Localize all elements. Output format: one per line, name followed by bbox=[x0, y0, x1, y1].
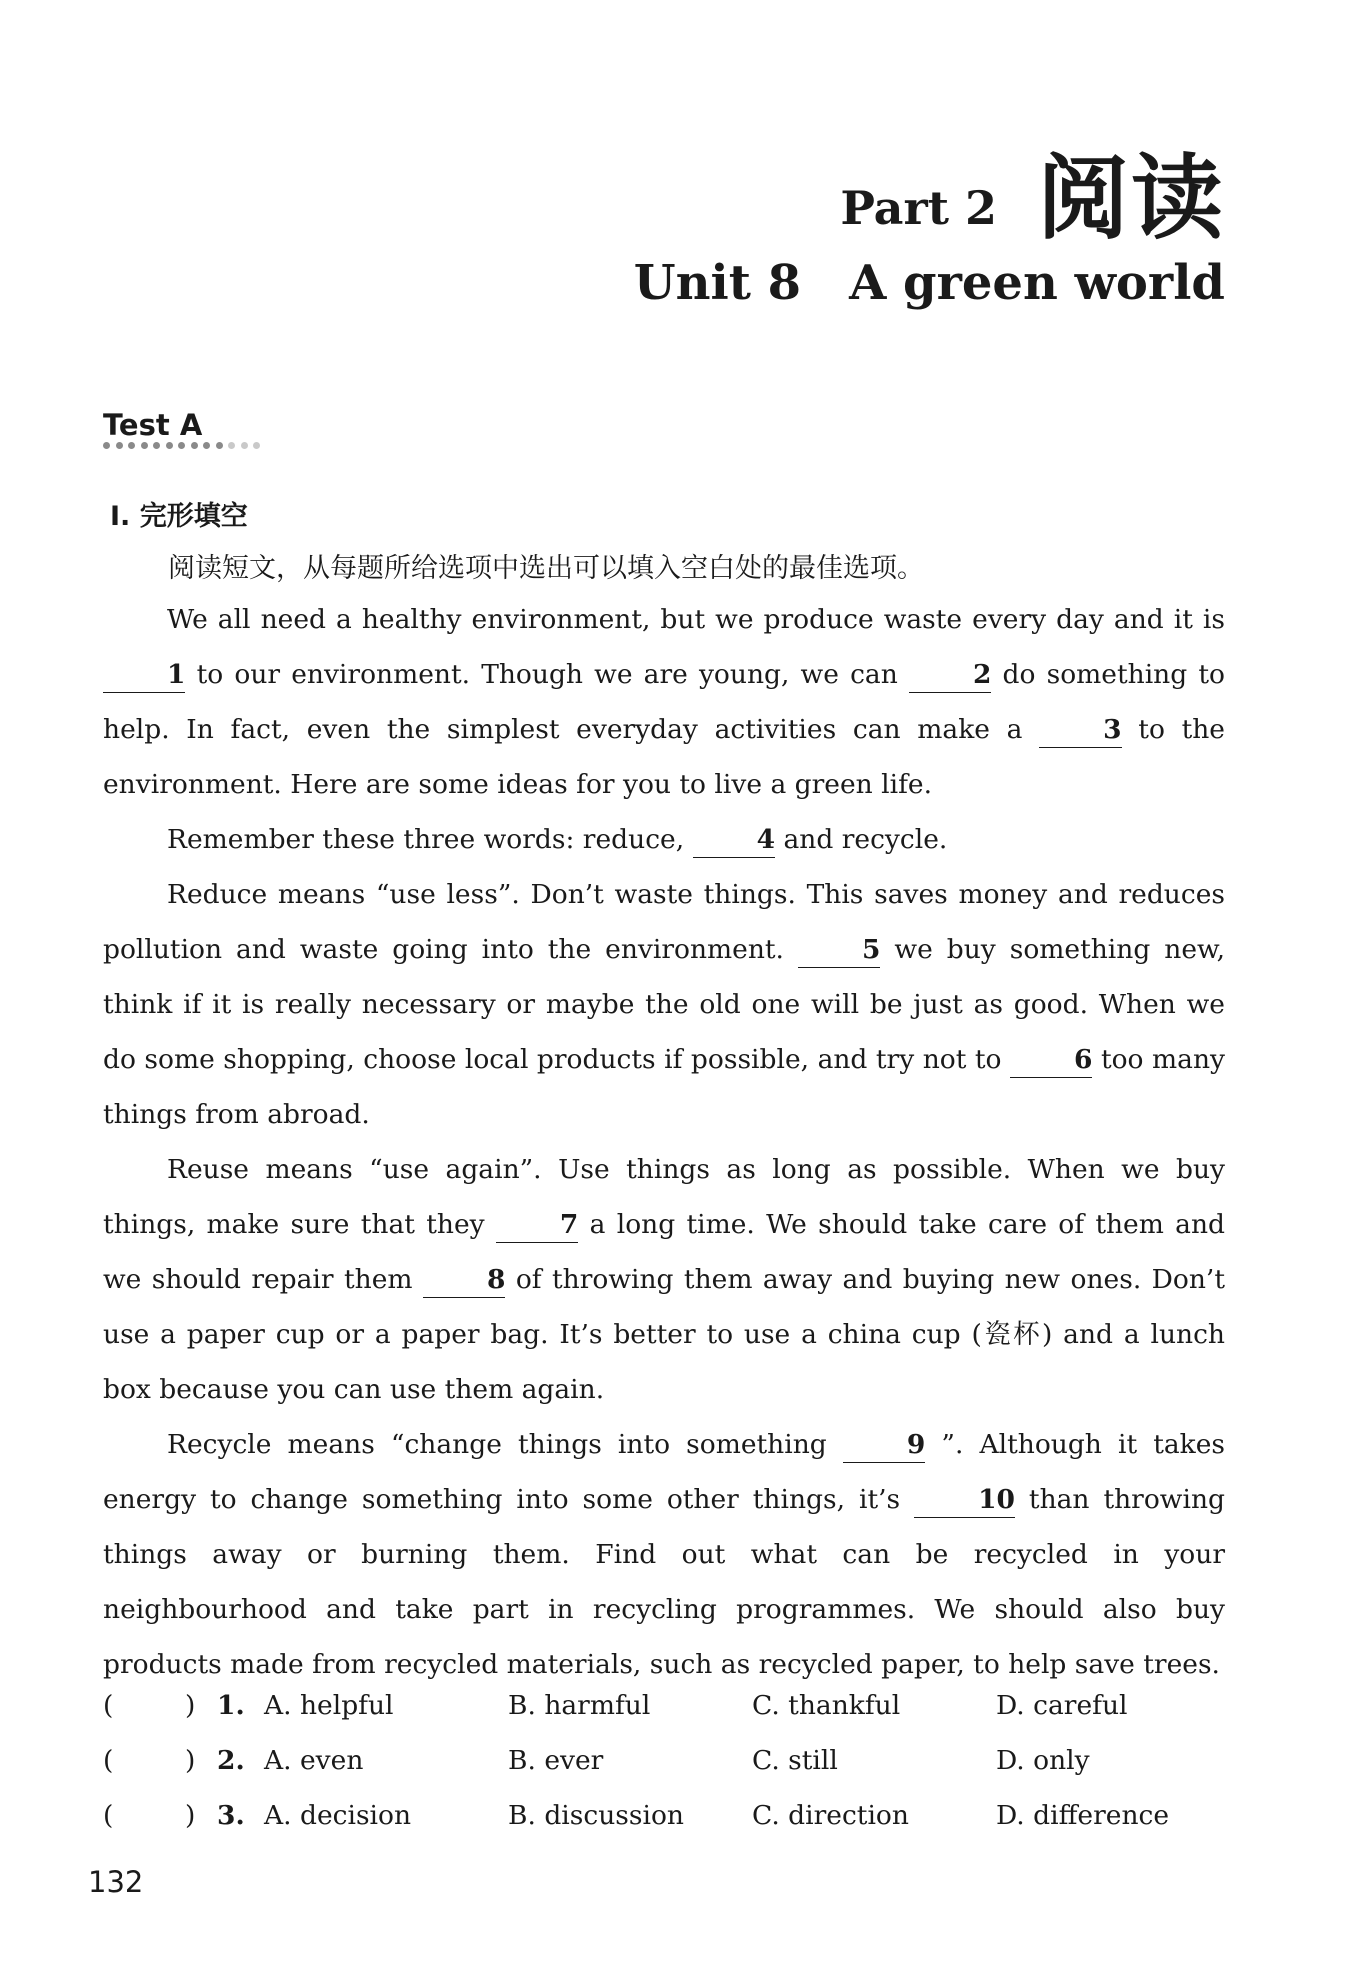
answer-paren-open: ( bbox=[103, 1745, 114, 1776]
option-d: D. difference bbox=[996, 1800, 1170, 1831]
passage-text: of throwing them away and buying new ones. Don’t use a paper cup or a paper bag. It’s better to use a china cup (瓷杯) and a lunch box because you can use them again. bbox=[103, 1264, 1226, 1405]
option-b: B. ever bbox=[508, 1745, 604, 1776]
passage-text: too many things from abroad. bbox=[103, 1044, 1225, 1130]
passage-paragraph bbox=[103, 592, 1225, 812]
question-row bbox=[103, 1745, 1225, 1800]
unit-heading bbox=[634, 255, 1225, 311]
blank-3: 3 bbox=[1039, 713, 1121, 748]
part-heading bbox=[634, 135, 1225, 252]
question-row bbox=[103, 1800, 1225, 1855]
option-c: C. still bbox=[752, 1745, 838, 1776]
passage-text: to our environment. Though we are young, we can bbox=[196, 659, 898, 690]
blank-4: 4 bbox=[693, 823, 775, 858]
blank-9: 9 bbox=[843, 1428, 925, 1463]
answer-paren-close: ) bbox=[185, 1745, 196, 1776]
cloze-passage bbox=[103, 592, 1225, 1692]
option-d: D. careful bbox=[996, 1690, 1128, 1721]
page-header bbox=[634, 135, 1225, 311]
passage-text: than throwing things away or burning them. Find out what can be recycled in your neighbourhood and take part in recycling programmes. We should also buy products made from recycled materials, such as recycled paper, to help save trees. bbox=[103, 1484, 1225, 1680]
passage-paragraph bbox=[103, 812, 1225, 867]
passage-text: We all need a healthy environment, but we produce waste every day and it is bbox=[167, 604, 1225, 635]
blank-5: 5 bbox=[798, 933, 880, 968]
passage-paragraph bbox=[103, 867, 1225, 1142]
answer-paren-close: ) bbox=[185, 1800, 196, 1831]
blank-7: 7 bbox=[496, 1208, 578, 1243]
part-chinese-title: 阅读 bbox=[1036, 145, 1225, 252]
dotted-divider bbox=[103, 442, 260, 449]
unit-number: Unit 8 bbox=[633, 255, 802, 311]
question-number: 1. bbox=[217, 1690, 245, 1721]
option-d: D. only bbox=[996, 1745, 1090, 1776]
test-title: Test A bbox=[103, 408, 203, 442]
option-a: A. decision bbox=[264, 1800, 412, 1831]
passage-text: ”. Although it takes energy to change something into some other things, it’s bbox=[103, 1429, 1225, 1515]
option-b: B. discussion bbox=[508, 1800, 684, 1831]
part-label: Part 2 bbox=[840, 181, 997, 235]
passage-paragraph bbox=[103, 1417, 1225, 1692]
passage-text: Remember these three words: reduce, bbox=[167, 824, 685, 855]
section-instruction: 阅读短文，从每题所给选项中选出可以填入空白处的最佳选项。 bbox=[168, 553, 924, 584]
passage-text: and recycle. bbox=[783, 824, 948, 855]
blank-10: 10 bbox=[914, 1483, 1015, 1518]
blank-1: 1 bbox=[103, 658, 185, 693]
option-c: C. direction bbox=[752, 1800, 909, 1831]
answer-paren-open: ( bbox=[103, 1690, 114, 1721]
question-options bbox=[103, 1690, 1225, 1855]
passage-text: to the environment. Here are some ideas for you to live a green life. bbox=[103, 714, 1225, 800]
page-number: 132 bbox=[88, 1865, 144, 1899]
blank-2: 2 bbox=[909, 658, 991, 693]
unit-title: A green world bbox=[849, 255, 1225, 311]
option-b: B. harmful bbox=[508, 1690, 651, 1721]
passage-text: a long time. We should take care of them and we should repair them bbox=[103, 1209, 1225, 1295]
option-a: A. even bbox=[264, 1745, 364, 1776]
question-row bbox=[103, 1690, 1225, 1745]
passage-text: Reduce means “use less”. Don’t waste things. This saves money and reduces pollution and waste going into the environment. bbox=[103, 879, 1225, 965]
question-number: 3. bbox=[217, 1800, 245, 1831]
option-a: A. helpful bbox=[264, 1690, 394, 1721]
answer-paren-open: ( bbox=[103, 1800, 114, 1831]
passage-text: Recycle means “change things into something bbox=[167, 1429, 827, 1460]
passage-text: we buy something new, think if it is really necessary or maybe the old one will be just as good. When we do some shopping, choose local products if possible, and try not to bbox=[103, 934, 1225, 1075]
passage-text: Reuse means “use again”. Use things as long as possible. When we buy things, make sure that they bbox=[103, 1154, 1225, 1240]
answer-paren-close: ) bbox=[185, 1690, 196, 1721]
question-number: 2. bbox=[217, 1745, 245, 1776]
blank-6: 6 bbox=[1010, 1043, 1092, 1078]
passage-text: do something to help. In fact, even the simplest everyday activities can make a bbox=[103, 659, 1225, 745]
option-c: C. thankful bbox=[752, 1690, 901, 1721]
passage-paragraph bbox=[103, 1142, 1225, 1417]
section-title: I. 完形填空 bbox=[110, 501, 248, 532]
blank-8: 8 bbox=[423, 1263, 505, 1298]
